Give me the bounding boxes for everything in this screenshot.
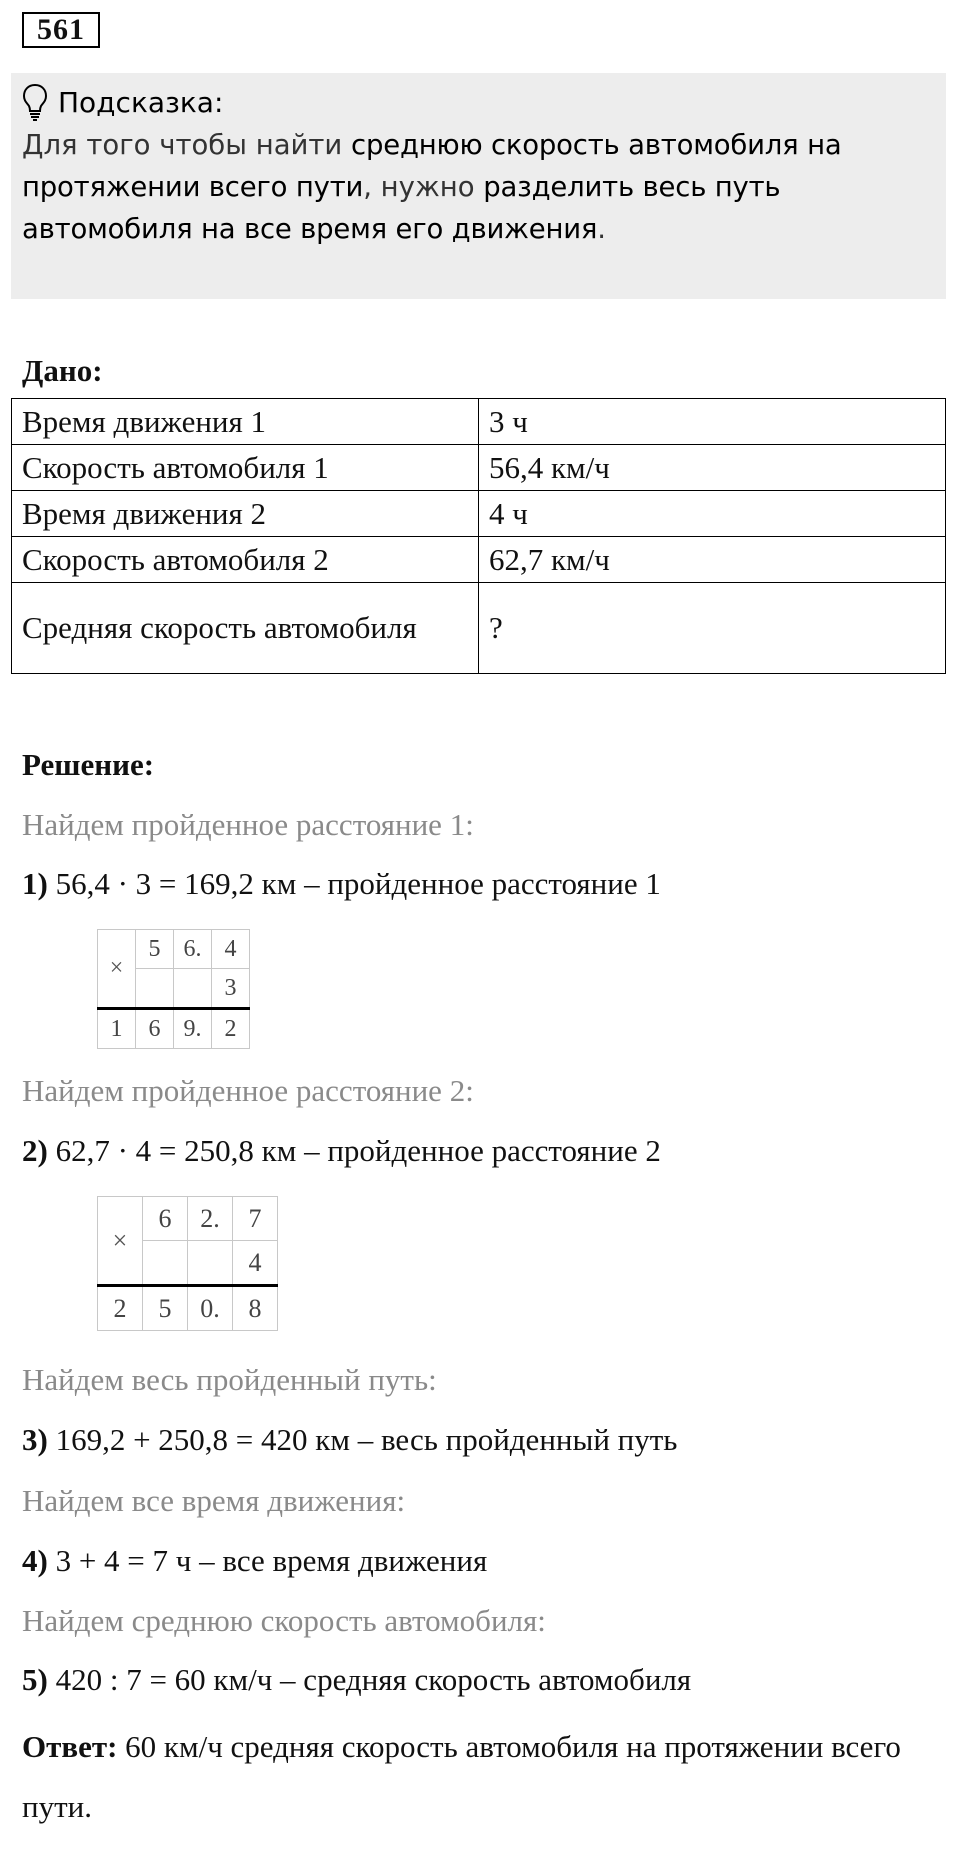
step-1-comment: Найдем пройденное расстояние 1: xyxy=(22,807,474,842)
calc-digit: 4 xyxy=(233,1241,278,1286)
step-5-number: 5) xyxy=(22,1662,48,1697)
calc-digit: 4 xyxy=(212,930,250,969)
column-multiplication-2 xyxy=(97,1196,278,1331)
step-4 xyxy=(22,1543,487,1579)
hint-text xyxy=(22,124,932,250)
calc-digit: 6. xyxy=(174,930,212,969)
calc-row xyxy=(98,1197,278,1241)
hint-emphasis: разделить весь путь автомобиля на все время его движения xyxy=(22,171,781,245)
hint-emphasis: среднюю скорость автомобиля на протяжении всего пути xyxy=(22,129,842,203)
step-3-comment: Найдем весь пройденный путь: xyxy=(22,1362,437,1397)
given-table xyxy=(11,398,946,674)
step-5-comment: Найдем среднюю скорость автомобиля: xyxy=(22,1603,546,1638)
hint-box xyxy=(11,73,946,299)
step-5 xyxy=(22,1662,691,1698)
calc-digit: 9. xyxy=(174,1009,212,1049)
given-value: ? xyxy=(479,583,946,674)
step-2-number: 2) xyxy=(22,1133,48,1168)
calc-digit xyxy=(143,1241,188,1286)
multiply-operator: × xyxy=(98,930,136,1009)
calc-digit: 2. xyxy=(188,1197,233,1241)
calc-digit: 5 xyxy=(136,930,174,969)
hint-header xyxy=(22,81,932,123)
step-2 xyxy=(22,1133,661,1169)
calc-digit: 8 xyxy=(233,1286,278,1331)
calc-row xyxy=(98,930,250,969)
step-4-number: 4) xyxy=(22,1543,48,1578)
calc-digit xyxy=(136,969,174,1009)
answer-text: 60 км/ч средняя скорость автомобиля на протяжении всего пути. xyxy=(22,1729,901,1824)
calc-digit xyxy=(174,969,212,1009)
column-multiplication-1 xyxy=(97,929,250,1049)
multiply-operator: × xyxy=(98,1197,143,1286)
table-row xyxy=(12,583,946,674)
task-number: 561 xyxy=(22,12,100,48)
solution-title: Решение: xyxy=(22,747,155,782)
given-value: 4 ч xyxy=(479,491,946,537)
step-4-comment: Найдем все время движения: xyxy=(22,1483,406,1518)
given-label: Средняя скорость автомобиля xyxy=(12,583,479,674)
step-3-number: 3) xyxy=(22,1422,48,1457)
calc-result-row xyxy=(98,1286,278,1331)
table-row xyxy=(12,537,946,583)
answer-label: Ответ: xyxy=(22,1729,118,1764)
step-2-text: 62,7 · 4 = 250,8 км – пройденное расстояние 2 xyxy=(47,1133,661,1168)
calc-digit: 7 xyxy=(233,1197,278,1241)
calc-digit: 2 xyxy=(98,1286,143,1331)
calc-digit: 0. xyxy=(188,1286,233,1331)
step-5-text: 420 : 7 = 60 км/ч – средняя скорость автомобиля xyxy=(47,1662,692,1697)
calc-digit: 6 xyxy=(143,1197,188,1241)
calc-digit: 5 xyxy=(143,1286,188,1331)
step-1-number: 1) xyxy=(22,866,48,901)
step-3-text: 169,2 + 250,8 = 420 км – весь пройденный путь xyxy=(47,1422,678,1457)
hint-text-part: Для того чтобы найти xyxy=(22,129,352,161)
calc-result-row xyxy=(98,1009,250,1049)
calc-digit: 1 xyxy=(98,1009,136,1049)
step-3 xyxy=(22,1422,677,1458)
calc-digit: 6 xyxy=(136,1009,174,1049)
table-row xyxy=(12,399,946,445)
answer xyxy=(22,1717,942,1837)
table-row xyxy=(12,445,946,491)
step-4-text: 3 + 4 = 7 ч – все время движения xyxy=(47,1543,488,1578)
step-1 xyxy=(22,866,661,902)
hint-text-part: , нужно xyxy=(363,171,484,203)
given-label: Время движения 1 xyxy=(12,399,479,445)
table-row xyxy=(12,491,946,537)
calc-digit: 3 xyxy=(212,969,250,1009)
given-label: Скорость автомобиля 2 xyxy=(12,537,479,583)
calc-digit: 2 xyxy=(212,1009,250,1049)
given-value: 56,4 км/ч xyxy=(479,445,946,491)
given-title: Дано: xyxy=(22,353,103,388)
given-label: Время движения 2 xyxy=(12,491,479,537)
hint-title: Подсказка: xyxy=(58,85,224,119)
given-label: Скорость автомобиля 1 xyxy=(12,445,479,491)
given-value: 62,7 км/ч xyxy=(479,537,946,583)
calc-digit xyxy=(188,1241,233,1286)
given-value: 3 ч xyxy=(479,399,946,445)
step-2-comment: Найдем пройденное расстояние 2: xyxy=(22,1073,474,1108)
hint-text-part: . xyxy=(597,213,607,245)
lightbulb-icon xyxy=(22,83,48,121)
step-1-text: 56,4 · 3 = 169,2 км – пройденное расстояние 1 xyxy=(47,866,661,901)
